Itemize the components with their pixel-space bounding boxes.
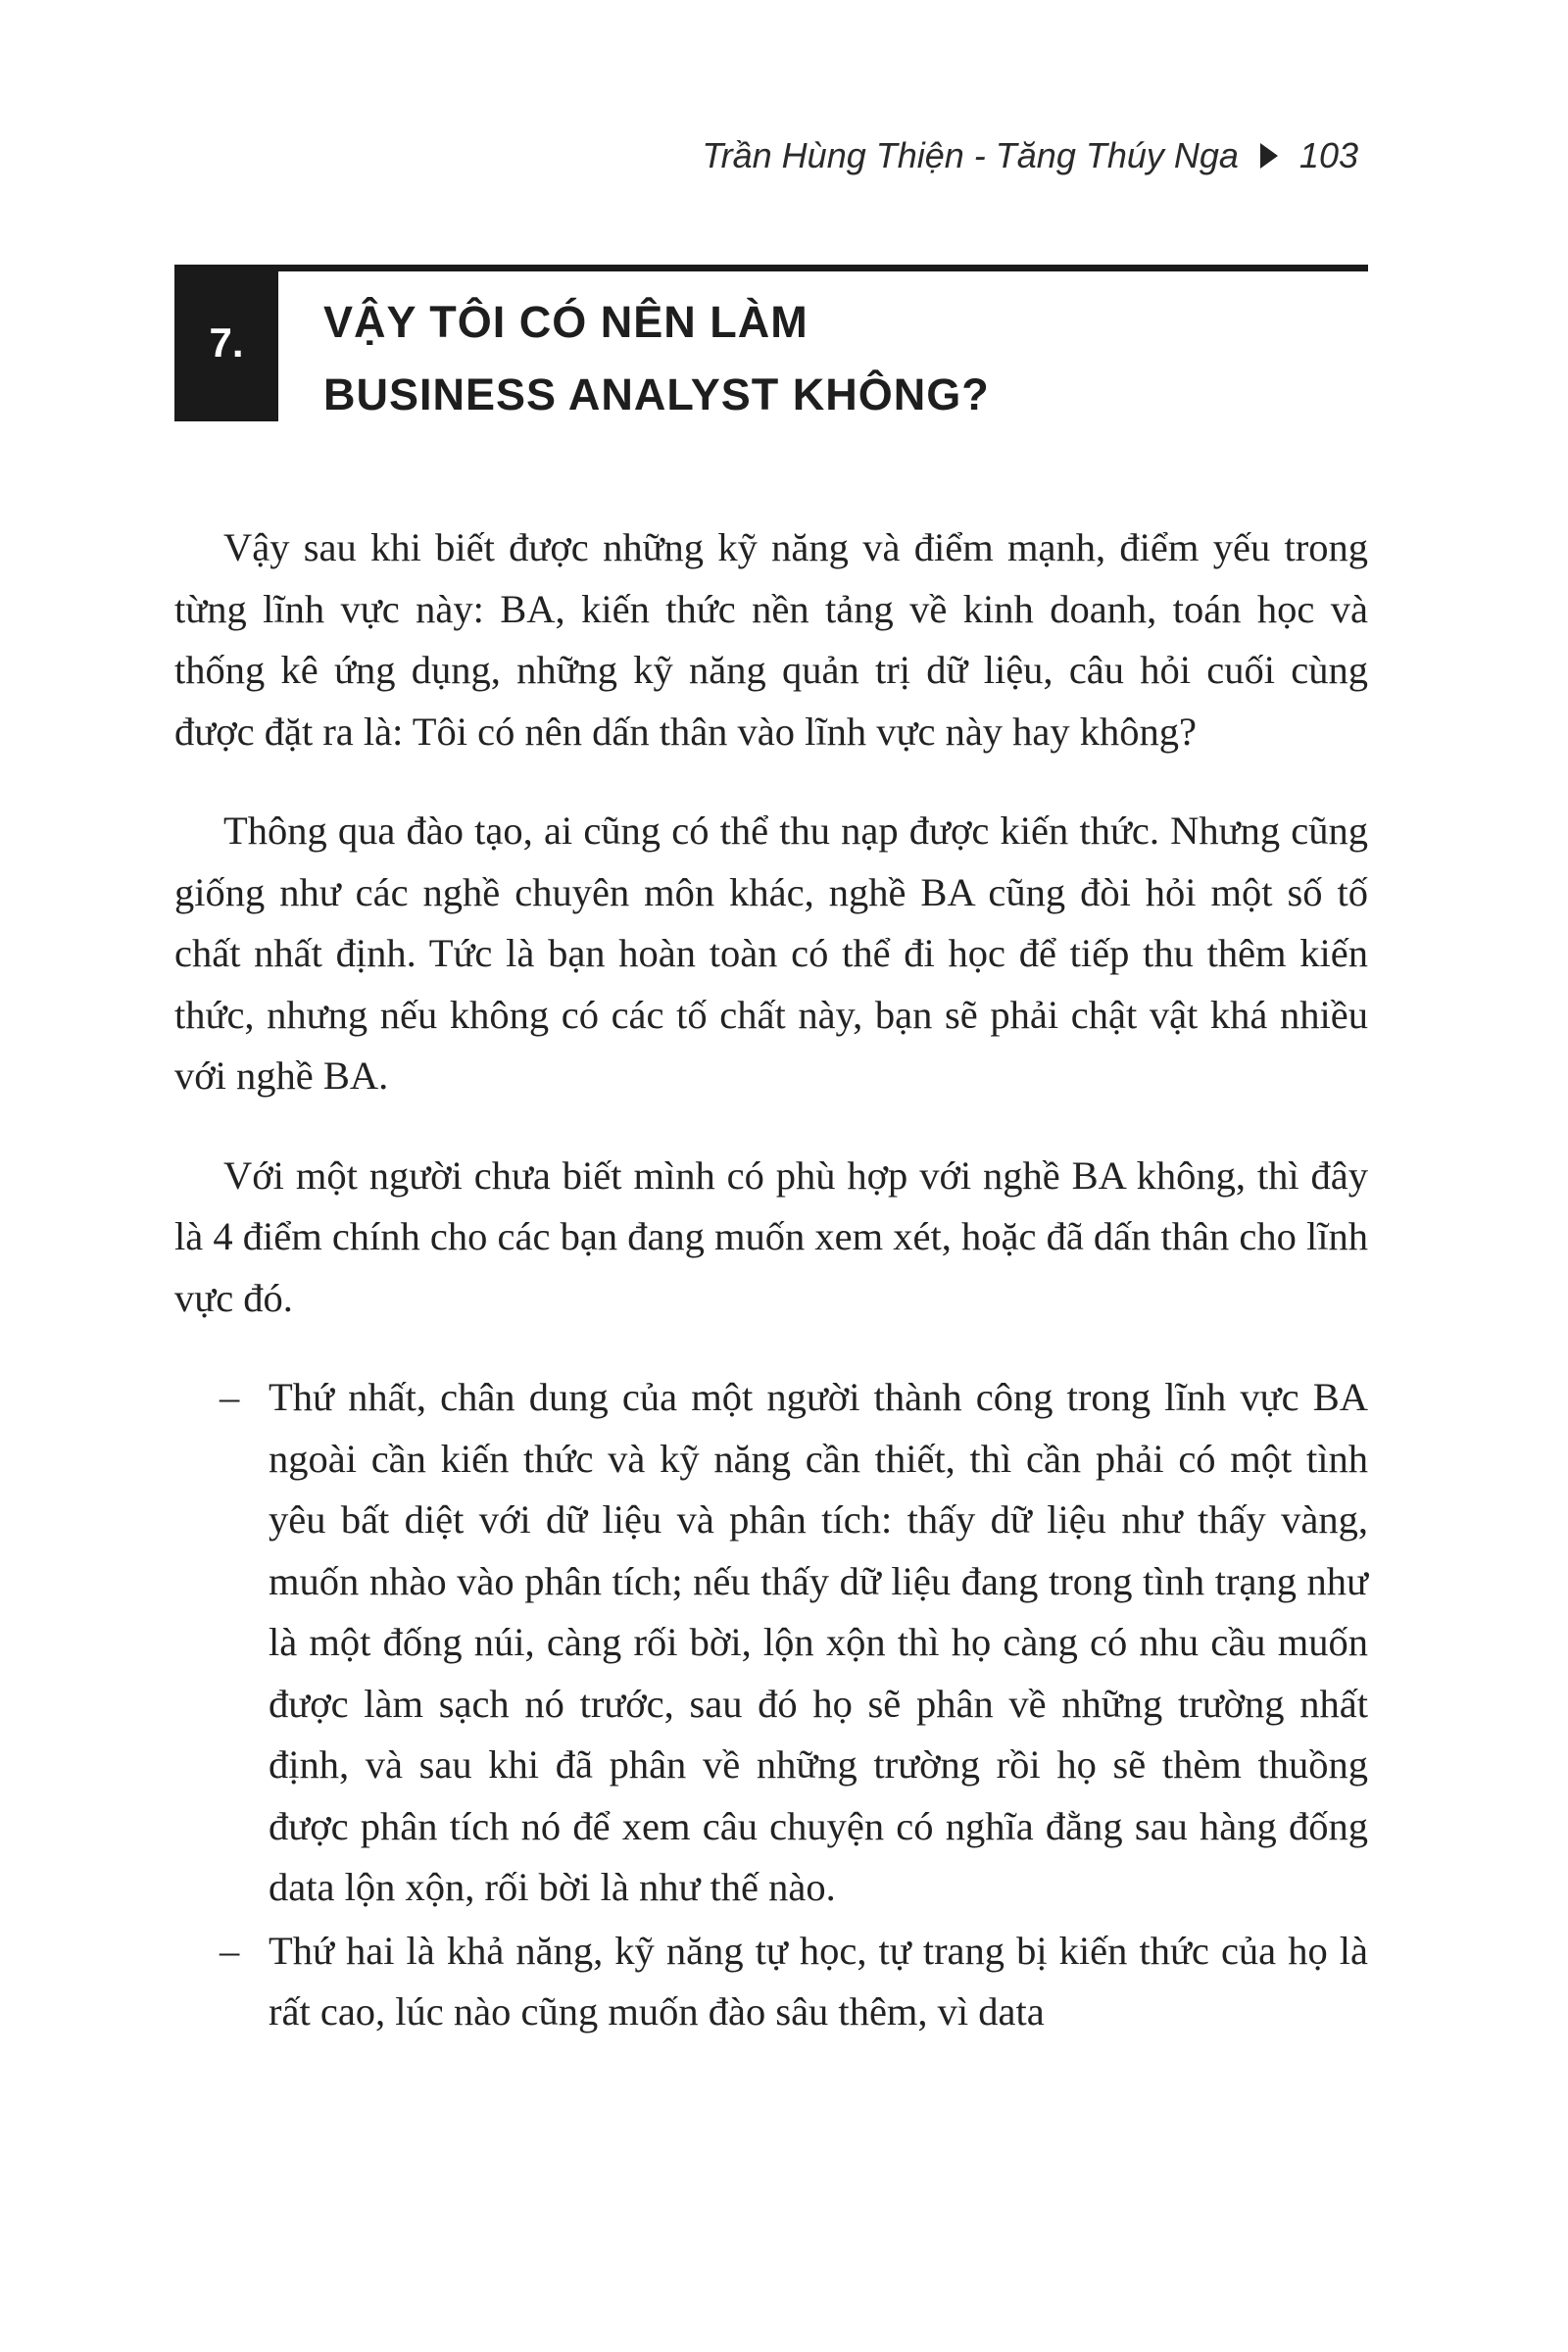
bullet-item xyxy=(174,1367,1368,1919)
running-header xyxy=(702,135,1358,176)
bullet-text: Thứ nhất, chân dung của một người thành công trong lĩnh vực BA ngoài cần kiến thức và kỹ năng cần thiết, thì cần phải có một tình yêu bất diệt với dữ liệu và phân tích: thấy dữ liệu như thấy vàng, muốn nhào vào phân tích; nếu thấy dữ liệu đang trong tình trạng như là một đống núi, càng rối bời, lộn xộn thì họ càng có nhu cầu muốn được làm sạch nó trước, sau đó họ sẽ phân về những trường nhất định, và sau khi đã phân về những trường rồi họ sẽ thèm thuồng được phân tích nó để xem câu chuyện có nghĩa đằng sau hàng đống data lộn xộn, rối bời là như thế nào. xyxy=(269,1375,1368,1909)
section-rule xyxy=(174,265,1368,271)
section-title-line-2: BUSINESS ANALYST KHÔNG? xyxy=(323,369,990,419)
bullet-text: Thứ hai là khả năng, kỹ năng tự học, tự trang bị kiến thức của họ là rất cao, lúc nào cũng muốn đào sâu thêm, vì data xyxy=(269,1928,1368,2034)
section-title xyxy=(323,286,1343,431)
paragraph: Thông qua đào tạo, ai cũng có thể thu nạp được kiến thức. Nhưng cũng giống như các nghề chuyên môn khác, nghề BA cũng đòi hỏi một số tố chất nhất định. Tức là bạn hoàn toàn có thể đi học để tiếp thu thêm kiến thức, nhưng nếu không có các tố chất này, bạn sẽ phải chật vật khá nhiều với nghề BA. xyxy=(174,808,1368,1098)
section-number: 7. xyxy=(209,319,244,366)
bullet-dash: – xyxy=(220,1928,240,1973)
bullet-item xyxy=(174,1921,1368,2043)
bullet-dash: – xyxy=(220,1375,240,1419)
section-title-line-1: VẬY TÔI CÓ NÊN LÀM xyxy=(323,297,808,347)
header-authors: Trần Hùng Thiện - Tăng Thúy Nga xyxy=(702,135,1239,175)
section-number-box xyxy=(174,265,278,421)
page-number: 103 xyxy=(1298,135,1358,175)
paragraph: Vậy sau khi biết được những kỹ năng và điểm mạnh, điểm yếu trong từng lĩnh vực này: BA, kiến thức nền tảng về kinh doanh, toán học và thống kê ứng dụng, những kỹ năng quản trị dữ liệu, câu hỏi cuối cùng được đặt ra là: Tôi có nên dấn thân vào lĩnh vực này hay không? xyxy=(174,525,1368,754)
bullet-list xyxy=(174,1367,1368,2043)
body-text xyxy=(174,517,1368,2045)
paragraph: Với một người chưa biết mình có phù hợp với nghề BA không, thì đây là 4 điểm chính cho các bạn đang muốn xem xét, hoặc đã dấn thân cho lĩnh vực đó. xyxy=(174,1152,1368,1320)
triangle-right-icon xyxy=(1260,143,1278,169)
